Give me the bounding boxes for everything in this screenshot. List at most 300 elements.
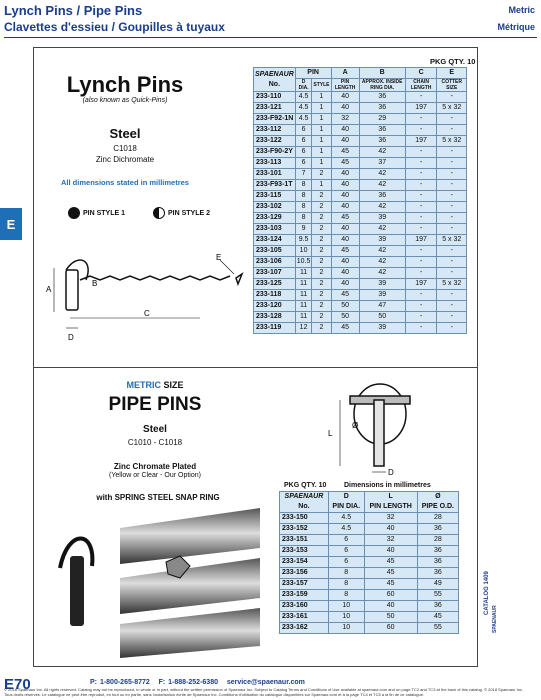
- table-cell: 10: [295, 246, 312, 257]
- lynch-grade: C1018: [113, 144, 137, 153]
- table-cell: -: [405, 92, 437, 103]
- table-cell: 10: [328, 623, 364, 634]
- table-cell: 1: [312, 180, 331, 191]
- table-cell: 8: [295, 191, 312, 202]
- table-cell: 39: [359, 213, 405, 224]
- table-cell: 6: [295, 147, 312, 158]
- lynch-material: Steel: [109, 126, 141, 141]
- table-cell: 47: [359, 301, 405, 312]
- table-cell: 4.5: [328, 513, 364, 524]
- table-cell: -: [437, 312, 467, 323]
- pipe-photo-tube-3: [120, 608, 260, 658]
- lynch-row: [254, 290, 467, 301]
- pipe-row: [280, 612, 459, 623]
- table-cell: 36: [359, 191, 405, 202]
- table-cell: -: [437, 246, 467, 257]
- table-cell: 45: [364, 557, 417, 568]
- page-footer: [0, 676, 541, 700]
- part-number-cell: 233-119: [254, 323, 296, 334]
- table-cell: -: [405, 268, 437, 279]
- table-cell: 36: [417, 568, 458, 579]
- table-cell: 40: [331, 268, 359, 279]
- page-number: E70: [4, 676, 31, 693]
- lynch-row: [254, 235, 467, 246]
- sub-d-dia: D DIA.: [295, 79, 312, 92]
- table-cell: -: [437, 180, 467, 191]
- table-cell: 50: [359, 312, 405, 323]
- pipe-row: [280, 524, 459, 535]
- lynch-finish: Zinc Dichromate: [95, 155, 155, 164]
- part-number-cell: 233-160: [280, 601, 329, 612]
- table-cell: 40: [331, 169, 359, 180]
- table-cell: 28: [417, 513, 458, 524]
- part-number-cell: 233-103: [254, 224, 296, 235]
- table-cell: 8: [328, 590, 364, 601]
- table-cell: 10: [328, 612, 364, 623]
- size-word: SIZE: [163, 380, 184, 390]
- pipe-photo-tube-1: [120, 508, 260, 564]
- table-cell: 2: [312, 268, 331, 279]
- table-cell: 11: [295, 268, 312, 279]
- table-cell: 8: [295, 213, 312, 224]
- part-number-cell: 233-159: [280, 590, 329, 601]
- table-cell: 10.5: [295, 257, 312, 268]
- part-number-cell: 233-112: [254, 125, 296, 136]
- lynch-row: [254, 191, 467, 202]
- table-cell: -: [437, 191, 467, 202]
- footer-fine-print: © 2018 Spaenaur Inc. All rights reserved. Catalog may not be reproduced, in whole or in part, without the written permission of Spaenaur Inc. Subject to Catalog Terms and Conditions of Use available at spaenaur.com and on page TC2 and TC3 at the back of this catalog. © 2018 Spaenaur Inc. Tous droits réservés. Le catalogue ne peut être reproduit, en tout ou en partie, sans l'autorisation écrite de Spaenaur Inc. Conditions d'utilisation du catalogue disponibles sur Spaenaur.com et à la page TC4 et TC5 à la fin de ce catalogue.: [4, 687, 524, 697]
- part-number-cell: 233-151: [280, 535, 329, 546]
- header-rule: [4, 37, 537, 38]
- table-cell: 2: [312, 290, 331, 301]
- table-cell: 40: [331, 103, 359, 114]
- table-cell: 45: [331, 158, 359, 169]
- table-cell: 2: [312, 224, 331, 235]
- pipe-ring-note: with SPRING STEEL SNAP RING: [96, 493, 220, 502]
- pipe-material: Steel: [143, 424, 167, 435]
- col-l: L PIN LENGTH: [364, 492, 417, 513]
- table-cell: 2: [312, 279, 331, 290]
- table-cell: 45: [364, 568, 417, 579]
- table-cell: -: [437, 92, 467, 103]
- table-cell: 40: [331, 235, 359, 246]
- pipe-row: [280, 623, 459, 634]
- pipe-photo-pin: [70, 556, 84, 626]
- table-cell: 4.5: [295, 114, 312, 125]
- table-cell: 7: [295, 169, 312, 180]
- table-cell: 2: [312, 213, 331, 224]
- table-cell: 42: [359, 268, 405, 279]
- table-cell: 36: [417, 601, 458, 612]
- table-cell: 29: [359, 114, 405, 125]
- dim-label-d: D: [388, 468, 394, 477]
- lynch-row: [254, 92, 467, 103]
- table-cell: 197: [405, 235, 437, 246]
- header-unit-en: Metric: [508, 5, 535, 15]
- pipe-title: PIPE PINS: [108, 394, 202, 415]
- table-cell: 197: [405, 136, 437, 147]
- table-cell: -: [437, 158, 467, 169]
- dim-label-e: E: [216, 253, 222, 262]
- table-cell: -: [405, 125, 437, 136]
- metric-word: METRIC: [126, 380, 161, 390]
- part-number-cell: 233-F92-1N: [254, 114, 296, 125]
- side-catalog: CATALOG 1409: [484, 571, 490, 615]
- table-cell: 49: [417, 579, 458, 590]
- col-spaenaur-no: SPAENAUR No.: [280, 492, 329, 513]
- table-cell: -: [405, 213, 437, 224]
- table-cell: 1: [312, 147, 331, 158]
- section-divider: [33, 367, 478, 368]
- part-number-cell: 233-154: [280, 557, 329, 568]
- table-cell: 39: [359, 235, 405, 246]
- table-cell: -: [405, 257, 437, 268]
- part-number-cell: 233-101: [254, 169, 296, 180]
- part-number-cell: 233-121: [254, 103, 296, 114]
- lynch-row: [254, 103, 467, 114]
- table-cell: 2: [312, 246, 331, 257]
- header-unit-fr: Métrique: [497, 22, 535, 32]
- lynch-table-body: [254, 92, 467, 334]
- table-cell: -: [437, 301, 467, 312]
- table-cell: 42: [359, 169, 405, 180]
- table-cell: 2: [312, 257, 331, 268]
- lynch-row: [254, 158, 467, 169]
- pipe-row: [280, 557, 459, 568]
- table-cell: 8: [328, 568, 364, 579]
- pipe-row: [280, 513, 459, 524]
- solid-circle-icon: [68, 207, 80, 219]
- table-cell: 40: [331, 257, 359, 268]
- table-cell: 36: [359, 92, 405, 103]
- table-cell: -: [405, 147, 437, 158]
- lynch-row: [254, 257, 467, 268]
- sub-cotter-size: COTTER SIZE: [437, 79, 467, 92]
- table-cell: -: [405, 180, 437, 191]
- col-d: D PIN DIA.: [328, 492, 364, 513]
- pin-style-2-legend: [153, 207, 210, 219]
- table-cell: 45: [331, 323, 359, 334]
- table-cell: -: [437, 257, 467, 268]
- table-cell: 12: [295, 323, 312, 334]
- sub-ring-dia: APPROX. INSIDE RING DIA.: [359, 79, 405, 92]
- part-number-cell: 233-128: [254, 312, 296, 323]
- lynch-row: [254, 213, 467, 224]
- sub-pin-length: PIN LENGTH: [331, 79, 359, 92]
- lynch-row: [254, 114, 467, 125]
- table-cell: 40: [364, 546, 417, 557]
- pin-style-1-label: PIN STYLE 1: [83, 209, 126, 217]
- lynch-dimension-note: All dimensions stated in millimetres: [61, 178, 189, 187]
- sub-style: STYLE: [312, 79, 331, 92]
- table-cell: 50: [331, 312, 359, 323]
- table-cell: 2: [312, 312, 331, 323]
- lynch-subtitle: (also known as Quick-Pins): [82, 97, 168, 104]
- table-cell: 32: [331, 114, 359, 125]
- table-cell: 6: [295, 158, 312, 169]
- lynch-title: Lynch Pins: [66, 72, 184, 97]
- table-cell: 39: [359, 279, 405, 290]
- table-cell: -: [437, 202, 467, 213]
- pipe-row: [280, 568, 459, 579]
- table-cell: -: [405, 290, 437, 301]
- part-number-cell: 233-122: [254, 136, 296, 147]
- dim-label-o: Ø: [352, 421, 359, 430]
- table-cell: 36: [359, 136, 405, 147]
- part-number-cell: 233-120: [254, 301, 296, 312]
- lynch-row: [254, 202, 467, 213]
- pipe-pin-shank: [374, 400, 384, 466]
- table-cell: -: [437, 323, 467, 334]
- table-cell: 40: [331, 191, 359, 202]
- pipe-finish: Zinc Chromate Plated: [113, 462, 197, 471]
- lynch-row: [254, 125, 467, 136]
- col-a: A: [331, 68, 359, 79]
- table-cell: 40: [331, 92, 359, 103]
- dim-label-c: C: [144, 309, 150, 318]
- part-number-cell: 233-129: [254, 213, 296, 224]
- table-cell: 2: [312, 235, 331, 246]
- table-cell: 50: [364, 612, 417, 623]
- table-cell: -: [405, 312, 437, 323]
- part-number-cell: 233-156: [280, 568, 329, 579]
- part-number-cell: 233-157: [280, 579, 329, 590]
- part-number-cell: 233-115: [254, 191, 296, 202]
- table-cell: 36: [417, 524, 458, 535]
- lynch-chain-shape: [80, 276, 230, 280]
- pipe-row: [280, 535, 459, 546]
- table-cell: -: [437, 147, 467, 158]
- table-cell: 8: [295, 202, 312, 213]
- pipe-pkg-qty: PKG QTY. 10: [284, 482, 327, 489]
- footer-contact: [90, 679, 305, 686]
- dim-label-l: L: [328, 429, 333, 438]
- lynch-row: [254, 301, 467, 312]
- table-cell: 197: [405, 103, 437, 114]
- table-cell: 45: [364, 579, 417, 590]
- table-cell: -: [405, 301, 437, 312]
- lynch-row: [254, 323, 467, 334]
- table-cell: 40: [331, 279, 359, 290]
- lynch-row: [254, 279, 467, 290]
- sub-chain-length: CHAIN LENGTH: [405, 79, 437, 92]
- table-cell: 42: [359, 257, 405, 268]
- part-number-cell: 233-F90-2Y: [254, 147, 296, 158]
- table-cell: 60: [364, 623, 417, 634]
- table-cell: 197: [405, 279, 437, 290]
- lynch-row: [254, 246, 467, 257]
- table-cell: 37: [359, 158, 405, 169]
- footer-email[interactable]: service@spaenaur.com: [226, 679, 305, 686]
- section-tab[interactable]: E: [0, 208, 22, 240]
- table-cell: 50: [331, 301, 359, 312]
- table-cell: 6: [295, 125, 312, 136]
- table-cell: -: [437, 268, 467, 279]
- table-cell: -: [405, 114, 437, 125]
- table-cell: 5 x 32: [437, 103, 467, 114]
- table-cell: 36: [359, 125, 405, 136]
- table-cell: 2: [312, 191, 331, 202]
- table-cell: 45: [331, 290, 359, 301]
- lynch-pin-body: [66, 270, 78, 310]
- table-cell: 40: [331, 224, 359, 235]
- table-cell: 5 x 32: [437, 279, 467, 290]
- lynch-pkg-qty: PKG QTY. 10: [430, 57, 476, 66]
- table-cell: -: [437, 169, 467, 180]
- table-cell: 42: [359, 147, 405, 158]
- side-brand: SPAENAUR: [492, 605, 498, 633]
- pin-style-1-legend: [68, 207, 125, 219]
- header-title-fr: Clavettes d'essieu / Goupilles à tuyaux: [4, 20, 225, 34]
- part-number-cell: 233-110: [254, 92, 296, 103]
- table-cell: 28: [417, 535, 458, 546]
- table-cell: 11: [295, 279, 312, 290]
- col-o: Ø PIPE O.D.: [417, 492, 458, 513]
- table-cell: 8: [295, 180, 312, 191]
- pipe-pin-photo: [40, 508, 260, 658]
- pipe-grade: C1010 - C1018: [127, 438, 183, 447]
- table-cell: 2: [312, 202, 331, 213]
- table-cell: 5 x 32: [437, 136, 467, 147]
- table-cell: 45: [417, 612, 458, 623]
- col-c: C: [405, 68, 437, 79]
- table-cell: 39: [359, 323, 405, 334]
- pipe-row: [280, 546, 459, 557]
- pipe-row: [280, 579, 459, 590]
- table-cell: 1: [312, 103, 331, 114]
- pin-style-2-label: PIN STYLE 2: [168, 209, 211, 217]
- table-cell: -: [405, 246, 437, 257]
- table-cell: 2: [312, 323, 331, 334]
- part-number-cell: 233-150: [280, 513, 329, 524]
- table-cell: 60: [364, 590, 417, 601]
- table-cell: 2: [312, 169, 331, 180]
- pipe-finish-note: (Yellow or Clear - Our Option): [109, 472, 201, 479]
- part-number-cell: 233-153: [280, 546, 329, 557]
- lynch-row: [254, 180, 467, 191]
- table-cell: 9: [295, 224, 312, 235]
- header-title-en: Lynch Pins / Pipe Pins: [4, 3, 143, 18]
- lynch-pin-table: [253, 67, 467, 334]
- table-cell: 1: [312, 136, 331, 147]
- table-cell: 6: [328, 546, 364, 557]
- table-cell: 39: [359, 290, 405, 301]
- dim-label-d: D: [68, 333, 74, 342]
- table-cell: 40: [364, 524, 417, 535]
- table-cell: 55: [417, 590, 458, 601]
- table-cell: 45: [331, 246, 359, 257]
- part-number-cell: 233-118: [254, 290, 296, 301]
- col-spaenaur-no: SPAENAUR No.: [254, 68, 296, 92]
- table-cell: 40: [331, 125, 359, 136]
- table-cell: 1: [312, 114, 331, 125]
- table-cell: 4.5: [328, 524, 364, 535]
- col-e: E: [437, 68, 467, 79]
- part-number-cell: 233-F93-1T: [254, 180, 296, 191]
- lynch-row: [254, 147, 467, 158]
- part-number-cell: 233-106: [254, 257, 296, 268]
- dim-label-b: B: [92, 279, 98, 288]
- part-number-cell: 233-162: [280, 623, 329, 634]
- col-pin: PIN: [295, 68, 331, 79]
- table-cell: -: [437, 213, 467, 224]
- table-cell: 32: [364, 513, 417, 524]
- table-cell: -: [405, 202, 437, 213]
- dim-label-a: A: [46, 285, 52, 294]
- lynch-pin-diagram: [40, 250, 245, 350]
- part-number-cell: 233-113: [254, 158, 296, 169]
- lynch-row: [254, 136, 467, 147]
- table-cell: 4.5: [295, 103, 312, 114]
- table-cell: 5 x 32: [437, 235, 467, 246]
- part-number-cell: 233-161: [280, 612, 329, 623]
- table-cell: 1: [312, 125, 331, 136]
- table-cell: 42: [359, 224, 405, 235]
- table-cell: 6: [328, 557, 364, 568]
- lynch-row: [254, 224, 467, 235]
- part-number-cell: 233-105: [254, 246, 296, 257]
- table-cell: 9.5: [295, 235, 312, 246]
- part-number-cell: 233-124: [254, 235, 296, 246]
- table-cell: 36: [417, 557, 458, 568]
- footer-phone[interactable]: P: 1-800-265-8772: [90, 679, 150, 686]
- pipe-dimension-note: Dimensions in millimetres: [344, 482, 431, 489]
- pipe-table-body: [280, 513, 459, 634]
- table-cell: 45: [331, 213, 359, 224]
- table-cell: 10: [328, 601, 364, 612]
- lynch-row: [254, 169, 467, 180]
- table-cell: 40: [331, 180, 359, 191]
- table-cell: 42: [359, 202, 405, 213]
- table-cell: 40: [364, 601, 417, 612]
- part-number-cell: 233-152: [280, 524, 329, 535]
- lynch-row: [254, 268, 467, 279]
- table-cell: 42: [359, 246, 405, 257]
- table-cell: 40: [331, 136, 359, 147]
- part-number-cell: 233-107: [254, 268, 296, 279]
- lynch-cotter-shape: [236, 274, 242, 284]
- table-cell: 45: [331, 147, 359, 158]
- pipe-row: [280, 601, 459, 612]
- table-cell: 32: [364, 535, 417, 546]
- table-cell: 40: [331, 202, 359, 213]
- table-cell: 1: [312, 92, 331, 103]
- table-cell: 1: [312, 158, 331, 169]
- table-cell: -: [437, 224, 467, 235]
- table-cell: -: [405, 169, 437, 180]
- table-cell: -: [437, 114, 467, 125]
- part-number-cell: 233-102: [254, 202, 296, 213]
- pipe-pin-table: [279, 491, 459, 634]
- side-brand-text: [480, 545, 500, 635]
- table-cell: 11: [295, 301, 312, 312]
- table-cell: 11: [295, 290, 312, 301]
- table-cell: -: [405, 158, 437, 169]
- metric-size-label: [90, 380, 220, 390]
- lynch-row: [254, 312, 467, 323]
- table-cell: 36: [359, 103, 405, 114]
- half-circle-icon: [153, 207, 165, 219]
- part-number-cell: 233-125: [254, 279, 296, 290]
- table-cell: 2: [312, 301, 331, 312]
- pipe-row: [280, 590, 459, 601]
- table-cell: -: [405, 323, 437, 334]
- footer-fax[interactable]: F: 1-888-252-6380: [158, 679, 218, 686]
- table-cell: 6: [295, 136, 312, 147]
- table-cell: -: [405, 224, 437, 235]
- pipe-pin-diagram: [290, 372, 440, 482]
- table-cell: 4.5: [295, 92, 312, 103]
